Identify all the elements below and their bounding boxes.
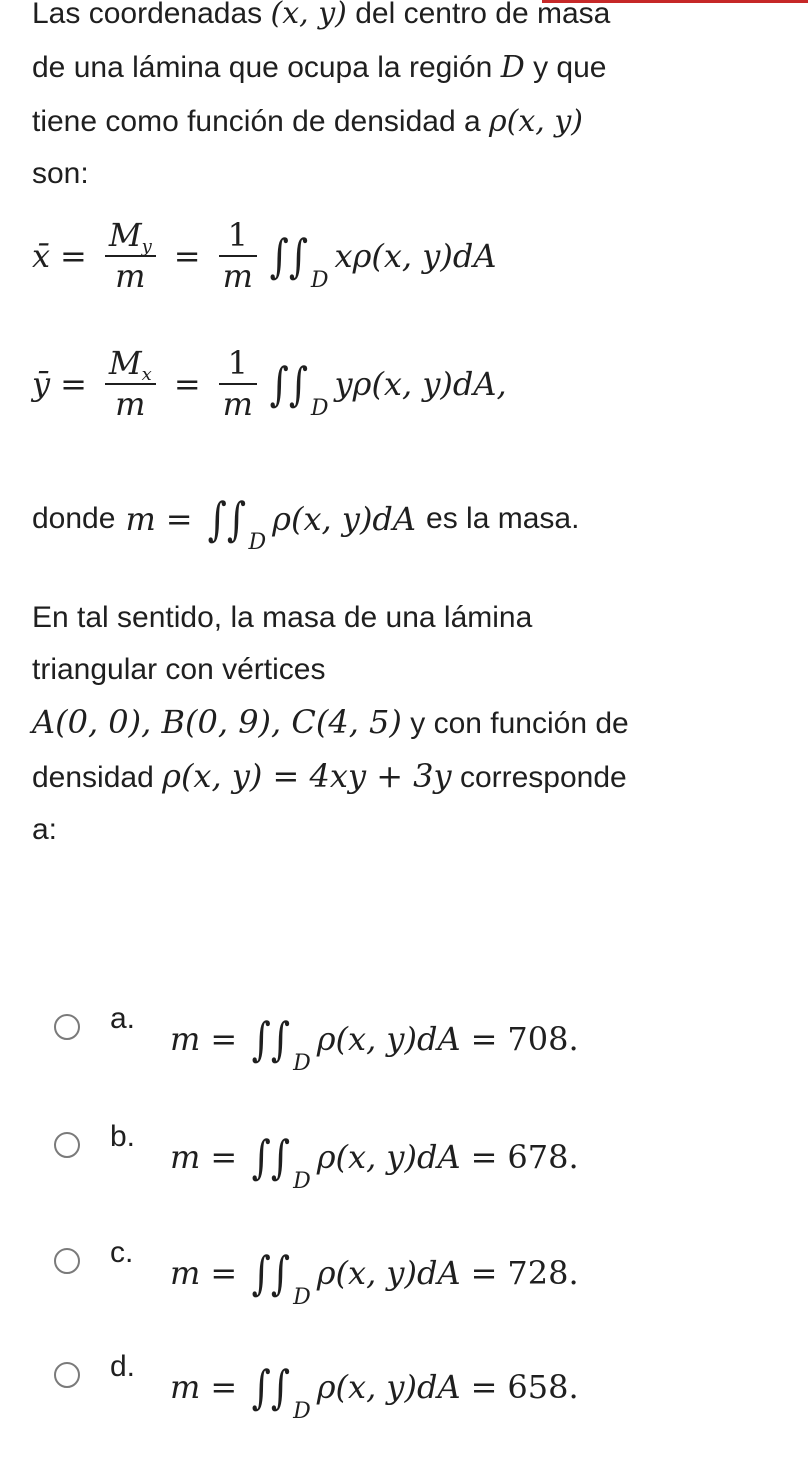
intro-line-4 bbox=[32, 154, 89, 194]
double-integral-symbol: ∫∫ bbox=[251, 1246, 291, 1300]
option-math-d bbox=[170, 1360, 579, 1424]
numerator-M: M bbox=[108, 216, 142, 254]
double-integral-symbol: ∫∫ bbox=[269, 357, 309, 412]
option-value-d: 658. bbox=[507, 1368, 579, 1406]
answer-option-b[interactable] bbox=[52, 1120, 752, 1220]
intro-math-d: D bbox=[500, 50, 525, 85]
equals-sign: = bbox=[470, 1254, 498, 1292]
option-value-c: 728. bbox=[507, 1254, 579, 1292]
intro-text-4: son: bbox=[32, 157, 89, 190]
option-integrand: ρ(x, y)dA bbox=[316, 1254, 461, 1292]
radio-button-d[interactable] bbox=[54, 1362, 80, 1388]
region-d: D bbox=[293, 1050, 311, 1076]
problem-text-1: En tal sentido, la masa de una lámina bbox=[32, 601, 533, 634]
numerator-sub-y: y bbox=[141, 236, 152, 257]
option-math-a bbox=[170, 1012, 579, 1076]
mass-definition bbox=[32, 492, 580, 555]
radio-button-a[interactable] bbox=[54, 1014, 80, 1040]
answer-option-c[interactable] bbox=[52, 1236, 752, 1336]
fraction-1-over-m bbox=[219, 218, 257, 294]
answer-option-a[interactable] bbox=[52, 1002, 752, 1102]
equals-sign: = bbox=[173, 237, 201, 276]
option-integrand: ρ(x, y)dA bbox=[316, 1020, 461, 1058]
intro-line-1 bbox=[32, 0, 610, 34]
xbar-integrand: xρ(x, y)dA bbox=[334, 237, 497, 276]
region-d: D bbox=[248, 530, 267, 555]
radio-button-c[interactable] bbox=[54, 1248, 80, 1274]
option-math-b bbox=[170, 1130, 579, 1194]
numerator-M: M bbox=[108, 344, 142, 382]
mass-suffix: es la masa. bbox=[426, 502, 580, 535]
region-d: D bbox=[293, 1284, 311, 1310]
intro-tail-1: del centro de masa bbox=[355, 0, 611, 30]
denominator-m: m bbox=[115, 385, 146, 424]
denominator-m: m bbox=[115, 257, 146, 296]
equals-sign: = bbox=[60, 237, 87, 276]
option-lhs: m bbox=[170, 1254, 201, 1292]
problem-text-2: triangular con vértices bbox=[32, 653, 326, 686]
double-integral-symbol: ∫∫ bbox=[269, 229, 309, 284]
problem-text-4-tail: corresponde bbox=[459, 761, 627, 794]
region-d: D bbox=[310, 395, 329, 421]
option-letter-d: d. bbox=[110, 1350, 136, 1383]
intro-math-xy: (x, y) bbox=[270, 0, 347, 31]
option-letter-a: a. bbox=[110, 1002, 136, 1035]
radio-button-b[interactable] bbox=[54, 1132, 80, 1158]
equals-sign: = bbox=[165, 500, 193, 538]
problem-line-1 bbox=[32, 598, 532, 638]
region-d: D bbox=[310, 267, 329, 293]
intro-tail-2: y que bbox=[533, 51, 607, 84]
intro-line-2 bbox=[32, 48, 606, 88]
option-value-b: 678. bbox=[507, 1138, 579, 1176]
intro-text-1: Las coordenadas bbox=[32, 0, 263, 30]
fraction-mx-over-m bbox=[105, 346, 156, 422]
problem-text-5: a: bbox=[32, 813, 58, 846]
option-integrand: ρ(x, y)dA bbox=[316, 1368, 461, 1406]
region-d: D bbox=[293, 1168, 311, 1194]
problem-text-4: densidad bbox=[32, 761, 154, 794]
intro-text-2: de una lámina que ocupa la región bbox=[32, 51, 493, 84]
numerator-1: 1 bbox=[227, 344, 248, 382]
equals-sign: = bbox=[470, 1368, 498, 1406]
equals-sign: = bbox=[470, 1138, 498, 1176]
fraction-my-over-m bbox=[105, 218, 156, 294]
equals-sign: = bbox=[210, 1020, 238, 1058]
intro-line-3 bbox=[32, 102, 583, 142]
option-value-a: 708. bbox=[507, 1020, 579, 1058]
mass-prefix: donde bbox=[32, 502, 116, 535]
problem-line-4 bbox=[32, 756, 627, 798]
double-integral-symbol: ∫∫ bbox=[251, 1360, 291, 1414]
equals-sign: = bbox=[210, 1368, 238, 1406]
xbar-symbol: x̄ bbox=[32, 237, 51, 276]
problem-line-2 bbox=[32, 650, 325, 690]
region-d: D bbox=[293, 1398, 311, 1424]
intro-math-rho: ρ(x, y) bbox=[489, 104, 583, 139]
mass-lhs: m bbox=[125, 500, 156, 538]
option-letter-c: c. bbox=[110, 1236, 134, 1269]
option-lhs: m bbox=[170, 1020, 201, 1058]
formula-ybar bbox=[32, 346, 507, 422]
mass-integrand: ρ(x, y)dA bbox=[272, 500, 417, 538]
equals-sign: = bbox=[60, 365, 87, 404]
equals-sign: = bbox=[173, 365, 201, 404]
formula-xbar bbox=[32, 218, 496, 294]
ybar-symbol: ȳ bbox=[32, 365, 51, 404]
problem-line-5 bbox=[32, 810, 57, 850]
double-integral-symbol: ∫∫ bbox=[251, 1012, 291, 1066]
density-function: ρ(x, y) = 4xy + 3y bbox=[162, 757, 452, 795]
denominator-m: m bbox=[222, 257, 253, 296]
equals-sign: = bbox=[210, 1254, 238, 1292]
ybar-integrand: yρ(x, y)dA, bbox=[334, 365, 507, 404]
option-lhs: m bbox=[170, 1368, 201, 1406]
denominator-m: m bbox=[222, 385, 253, 424]
problem-line-3 bbox=[32, 702, 629, 744]
problem-text-3: y con función de bbox=[410, 707, 629, 740]
equals-sign: = bbox=[210, 1138, 238, 1176]
option-letter-b: b. bbox=[110, 1120, 136, 1153]
numerator-sub-x: x bbox=[141, 364, 152, 385]
option-integrand: ρ(x, y)dA bbox=[316, 1138, 461, 1176]
triangle-vertices: A(0, 0), B(0, 9), C(4, 5) bbox=[32, 703, 402, 741]
option-math-c bbox=[170, 1246, 579, 1310]
intro-text-3: tiene como función de densidad a bbox=[32, 105, 481, 138]
equals-sign: = bbox=[470, 1020, 498, 1058]
numerator-1: 1 bbox=[227, 216, 248, 254]
double-integral-symbol: ∫∫ bbox=[251, 1130, 291, 1184]
fraction-1-over-m bbox=[219, 346, 257, 422]
answer-option-d[interactable] bbox=[52, 1350, 752, 1450]
double-integral-symbol: ∫∫ bbox=[207, 492, 246, 546]
option-lhs: m bbox=[170, 1138, 201, 1176]
